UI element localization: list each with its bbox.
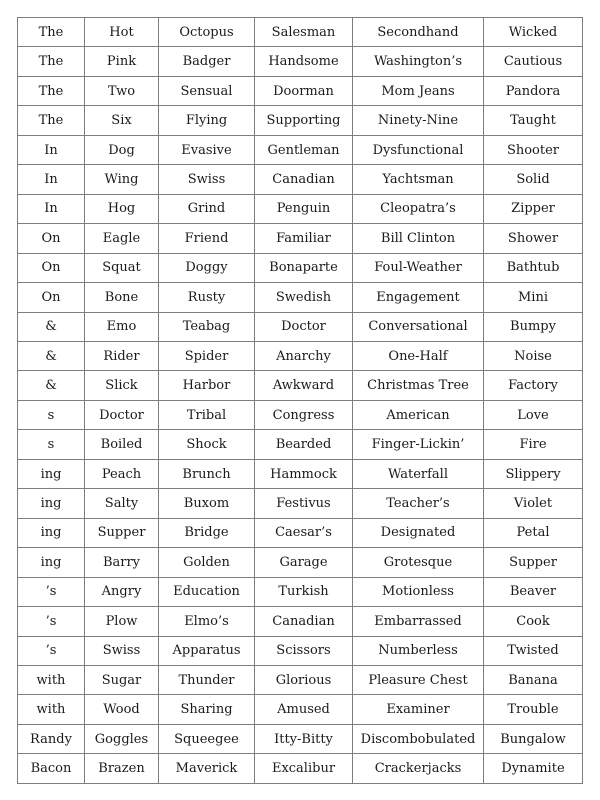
table-cell: Awkward [255, 371, 353, 400]
table-row [18, 47, 583, 76]
table-row [18, 489, 583, 518]
table-cell: Turkish [255, 577, 353, 606]
table-row [18, 165, 583, 194]
table-row [18, 724, 583, 753]
table-cell: Swiss [159, 165, 255, 194]
table-cell: Shower [484, 224, 583, 253]
table-cell: Bearded [255, 430, 353, 459]
table-cell: Zipper [484, 194, 583, 223]
table-row [18, 18, 583, 47]
table-row [18, 430, 583, 459]
table-cell: ing [18, 548, 85, 577]
table-cell: Boiled [85, 430, 159, 459]
table-cell: Swiss [85, 636, 159, 665]
table-cell: Christmas Tree [353, 371, 484, 400]
table-cell: Education [159, 577, 255, 606]
table-row [18, 283, 583, 312]
table-row [18, 754, 583, 783]
table-cell: Bone [85, 283, 159, 312]
table-cell: Doctor [85, 400, 159, 429]
table-cell: The [18, 47, 85, 76]
table-cell: Elmo’s [159, 607, 255, 636]
table-row [18, 548, 583, 577]
table-cell: Pleasure Chest [353, 665, 484, 694]
table-cell: ing [18, 518, 85, 547]
table-cell: Beaver [484, 577, 583, 606]
table-row [18, 371, 583, 400]
table-cell: Dysfunctional [353, 135, 484, 164]
table-cell: Rusty [159, 283, 255, 312]
table-cell: Glorious [255, 665, 353, 694]
table-cell: Mini [484, 283, 583, 312]
table-cell: Factory [484, 371, 583, 400]
table-cell: & [18, 312, 85, 341]
table-cell: Apparatus [159, 636, 255, 665]
table-cell: Supper [484, 548, 583, 577]
table-cell: Caesar’s [255, 518, 353, 547]
table-cell: Golden [159, 548, 255, 577]
table-cell: Banana [484, 665, 583, 694]
table-cell: Finger-Lickin’ [353, 430, 484, 459]
table-cell: Shooter [484, 135, 583, 164]
table-cell: In [18, 194, 85, 223]
table-cell: Penguin [255, 194, 353, 223]
table-cell: Hot [85, 18, 159, 47]
table-cell: Slippery [484, 459, 583, 488]
table-row [18, 341, 583, 370]
table-cell: Doggy [159, 253, 255, 282]
table-cell: Gentleman [255, 135, 353, 164]
table-cell: Amused [255, 695, 353, 724]
table-cell: Sensual [159, 76, 255, 105]
table-cell: ’s [18, 607, 85, 636]
table-cell: Tribal [159, 400, 255, 429]
table-cell: Bridge [159, 518, 255, 547]
table-cell: Teacher’s [353, 489, 484, 518]
table-cell: Shock [159, 430, 255, 459]
table-cell: Bathtub [484, 253, 583, 282]
table-row [18, 636, 583, 665]
table-cell: ’s [18, 577, 85, 606]
table-cell: Emo [85, 312, 159, 341]
table-cell: Scissors [255, 636, 353, 665]
table-cell: Garage [255, 548, 353, 577]
table-cell: Fire [484, 430, 583, 459]
table-cell: Teabag [159, 312, 255, 341]
table-cell: Familiar [255, 224, 353, 253]
table-cell: The [18, 106, 85, 135]
table-cell: Grotesque [353, 548, 484, 577]
table-cell: ing [18, 459, 85, 488]
table-cell: Anarchy [255, 341, 353, 370]
table-row [18, 135, 583, 164]
table-cell: Cautious [484, 47, 583, 76]
table-cell: Maverick [159, 754, 255, 783]
table-cell: Washington’s [353, 47, 484, 76]
table-cell: Twisted [484, 636, 583, 665]
table-cell: Evasive [159, 135, 255, 164]
table-cell: ing [18, 489, 85, 518]
table-row [18, 665, 583, 694]
table-cell: Hog [85, 194, 159, 223]
table-cell: Secondhand [353, 18, 484, 47]
table-cell: Dog [85, 135, 159, 164]
table-cell: & [18, 371, 85, 400]
table-cell: Foul-Weather [353, 253, 484, 282]
table-cell: Yachtsman [353, 165, 484, 194]
table-cell: Plow [85, 607, 159, 636]
table-row [18, 459, 583, 488]
table-cell: Doorman [255, 76, 353, 105]
table-cell: Bungalow [484, 724, 583, 753]
table-cell: Festivus [255, 489, 353, 518]
table-cell: Hammock [255, 459, 353, 488]
table-cell: Examiner [353, 695, 484, 724]
table-cell: Sharing [159, 695, 255, 724]
table-cell: Spider [159, 341, 255, 370]
table-cell: Waterfall [353, 459, 484, 488]
table-row [18, 253, 583, 282]
table-cell: Noise [484, 341, 583, 370]
table-cell: Wing [85, 165, 159, 194]
table-cell: Ninety-Nine [353, 106, 484, 135]
table-row [18, 518, 583, 547]
table-cell: Squeegee [159, 724, 255, 753]
table-cell: Bill Clinton [353, 224, 484, 253]
table-cell: Excalibur [255, 754, 353, 783]
table-cell: Motionless [353, 577, 484, 606]
table-cell: Canadian [255, 165, 353, 194]
table-cell: On [18, 253, 85, 282]
table-cell: Discombobulated [353, 724, 484, 753]
table-cell: The [18, 18, 85, 47]
table-cell: Violet [484, 489, 583, 518]
table-cell: One-Half [353, 341, 484, 370]
table-cell: s [18, 430, 85, 459]
table-cell: Swedish [255, 283, 353, 312]
table-cell: Brazen [85, 754, 159, 783]
table-cell: with [18, 695, 85, 724]
table-cell: Octopus [159, 18, 255, 47]
table-cell: Peach [85, 459, 159, 488]
table-cell: Salty [85, 489, 159, 518]
table-row [18, 577, 583, 606]
table-cell: Friend [159, 224, 255, 253]
table-cell: Dynamite [484, 754, 583, 783]
table-cell: Handsome [255, 47, 353, 76]
table-cell: Wicked [484, 18, 583, 47]
table-cell: Salesman [255, 18, 353, 47]
table-cell: American [353, 400, 484, 429]
table-cell: ’s [18, 636, 85, 665]
table-cell: Solid [484, 165, 583, 194]
table-row [18, 76, 583, 105]
table-cell: Flying [159, 106, 255, 135]
table-cell: The [18, 76, 85, 105]
table-cell: On [18, 224, 85, 253]
table-cell: Randy [18, 724, 85, 753]
table-cell: Bonaparte [255, 253, 353, 282]
table-cell: Bumpy [484, 312, 583, 341]
table-cell: Badger [159, 47, 255, 76]
table-row [18, 194, 583, 223]
table-cell: Pandora [484, 76, 583, 105]
table-cell: Brunch [159, 459, 255, 488]
table-cell: Cook [484, 607, 583, 636]
table-cell: Engagement [353, 283, 484, 312]
table-row [18, 106, 583, 135]
table-cell: Rider [85, 341, 159, 370]
table-cell: Cleopatra’s [353, 194, 484, 223]
table-cell: s [18, 400, 85, 429]
table-cell: In [18, 135, 85, 164]
table-cell: Wood [85, 695, 159, 724]
table-cell: Crackerjacks [353, 754, 484, 783]
table-row [18, 224, 583, 253]
word-grid-table [17, 17, 583, 784]
table-cell: Buxom [159, 489, 255, 518]
table-row [18, 607, 583, 636]
table-cell: Numberless [353, 636, 484, 665]
table-cell: & [18, 341, 85, 370]
table-cell: Squat [85, 253, 159, 282]
word-grid-body [18, 18, 583, 784]
table-cell: Mom Jeans [353, 76, 484, 105]
table-cell: Harbor [159, 371, 255, 400]
table-cell: Six [85, 106, 159, 135]
table-cell: Conversational [353, 312, 484, 341]
table-row [18, 312, 583, 341]
table-cell: Itty-Bitty [255, 724, 353, 753]
table-cell: Bacon [18, 754, 85, 783]
table-cell: Eagle [85, 224, 159, 253]
table-row [18, 695, 583, 724]
table-cell: Grind [159, 194, 255, 223]
table-cell: Barry [85, 548, 159, 577]
table-cell: Slick [85, 371, 159, 400]
table-cell: Doctor [255, 312, 353, 341]
table-row [18, 400, 583, 429]
table-cell: Thunder [159, 665, 255, 694]
table-cell: Angry [85, 577, 159, 606]
table-cell: Petal [484, 518, 583, 547]
table-cell: Congress [255, 400, 353, 429]
table-cell: Love [484, 400, 583, 429]
table-cell: Sugar [85, 665, 159, 694]
table-cell: Supporting [255, 106, 353, 135]
table-cell: Taught [484, 106, 583, 135]
table-cell: Designated [353, 518, 484, 547]
table-cell: Canadian [255, 607, 353, 636]
table-cell: with [18, 665, 85, 694]
table-cell: Two [85, 76, 159, 105]
table-cell: Trouble [484, 695, 583, 724]
table-cell: Goggles [85, 724, 159, 753]
table-cell: Embarrassed [353, 607, 484, 636]
table-cell: Pink [85, 47, 159, 76]
table-cell: On [18, 283, 85, 312]
table-cell: In [18, 165, 85, 194]
table-cell: Supper [85, 518, 159, 547]
